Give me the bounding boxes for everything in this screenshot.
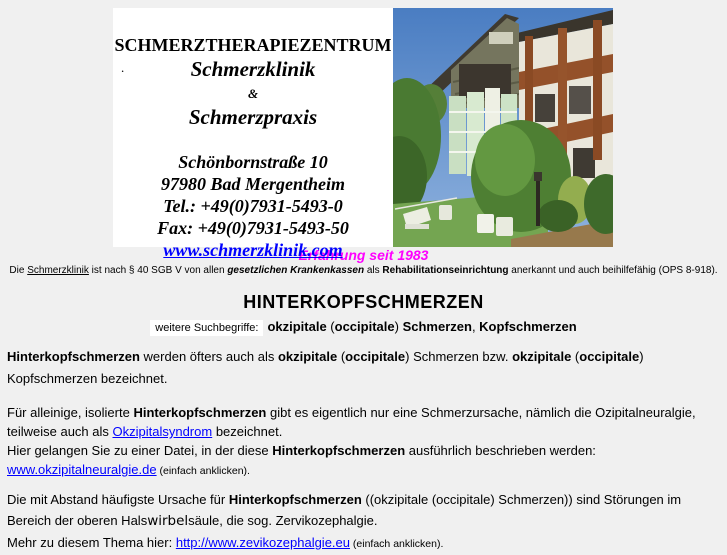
keyword-separator: , — [471, 319, 480, 334]
text-run: Kopfschmerzen bezeichnet. — [7, 371, 168, 386]
text-run: ( — [571, 349, 580, 364]
keyword: Schmerzen — [402, 319, 472, 334]
page-title: HINTERKOPFSCHMERZEN — [243, 292, 484, 312]
search-terms-label: weitere Suchbegriffe: — [150, 320, 263, 336]
bold-term: occipitale — [579, 349, 640, 364]
paragraph-definition — [7, 346, 715, 390]
text-run: gibt es eigentlich nur eine Schmerzursache, nämlich die Ozipitalneuralgie, — [266, 405, 696, 420]
page — [0, 8, 727, 555]
stray-dot: . — [121, 60, 125, 75]
text-run: ) Schmerzen bzw. — [405, 349, 513, 364]
clinic-address — [113, 151, 393, 261]
clinic-website-link[interactable]: www.schmerzklinik.com — [163, 240, 343, 260]
text-run: Für alleinige, isolierte — [7, 405, 134, 420]
clinic-photo — [393, 8, 613, 247]
text-run-altfont: wirbel — [147, 513, 189, 529]
keyword-separator: ( — [326, 319, 335, 334]
keyword: okzipitale — [267, 319, 327, 334]
text-run: ( — [337, 349, 346, 364]
text-run: Hier gelangen Sie zu einer Datei, in der diese — [7, 443, 273, 458]
text-run: bezeichnet. — [212, 424, 283, 439]
fax-number: Fax: +49(0)7931-5493-50 — [157, 218, 349, 238]
okzipitalneuralgie-link[interactable]: www.okzipitalneuralgie.de — [7, 462, 157, 477]
clinic-building-image — [393, 8, 613, 247]
paragraph-cause — [7, 403, 715, 481]
search-terms-line — [0, 319, 727, 334]
text-run: werden öfters auch als — [139, 349, 278, 364]
click-hint: (einfach anklicken). — [350, 538, 444, 550]
paragraph-zervikozephalgie — [7, 489, 715, 555]
fineprint-text: ist nach § 40 SGB V von allen — [88, 265, 228, 276]
text-run: Mehr zu diesem Thema hier: — [7, 535, 176, 550]
okzipitalsyndrom-link[interactable]: Okzipitalsyndrom — [112, 424, 213, 439]
keyword: occipitale — [334, 319, 395, 334]
bold-term: okzipitale — [277, 349, 338, 364]
text-run: ) — [639, 349, 644, 364]
zevikozephalgie-link[interactable]: http://www.zevikozephalgie.eu — [175, 535, 350, 550]
text-run: Die mit Abstand häufigste Ursache für — [7, 492, 229, 507]
fineprint-bold-italic: gesetzlichen Krankenkassen — [227, 265, 365, 276]
keyword-separator: ) — [394, 319, 403, 334]
bold-term: occipitale — [345, 349, 406, 364]
text-run: ausführlich beschrieben werden: — [405, 443, 596, 458]
keyword: Kopfschmerzen — [479, 319, 577, 334]
bold-term: Hinterkopfschmerzen — [272, 443, 406, 458]
text-run: säule, die sog. Zervikozephalgie. — [188, 513, 378, 528]
text-run: ((okzipitale (occipitale) Schmerzen)) sind Störungen im — [361, 492, 682, 507]
bold-term: Hinterkopfschmerzen — [7, 349, 140, 364]
text-run: Bereich der oberen Hals — [7, 513, 148, 528]
clinic-name: Schmerzklinik — [190, 57, 316, 81]
fineprint-line — [0, 264, 727, 277]
clinic-center-title: SCHMERZTHERAPIEZENTRUM — [114, 35, 392, 55]
phone-number: Tel.: +49(0)7931-5493-0 — [163, 196, 343, 216]
fineprint-bold: Rehabilitationseinrichtung — [382, 265, 509, 276]
bold-term: okzipitale — [512, 349, 572, 364]
praxis-name: Schmerzpraxis — [188, 105, 318, 129]
schmerzklinik-link[interactable]: Schmerzklinik — [27, 265, 89, 276]
bold-term: Hinterkopfschmerzen — [228, 492, 362, 507]
address-city: 97980 Bad Mergentheim — [160, 174, 345, 194]
address-street: Schönbornstraße 10 — [178, 152, 328, 172]
experience-tagline: Erfahrung seit 1983 — [298, 247, 429, 263]
bold-term: Hinterkopfschmerzen — [133, 405, 267, 420]
click-hint: (einfach anklicken). — [156, 465, 250, 477]
fineprint-text: anerkannt und auch beihilfefähig (OPS 8-918). — [508, 265, 718, 276]
ampersand-text: & — [247, 86, 259, 101]
text-run: teilweise auch als — [7, 424, 113, 439]
fineprint-text: Die — [9, 265, 28, 276]
fineprint-text: als — [364, 265, 383, 276]
